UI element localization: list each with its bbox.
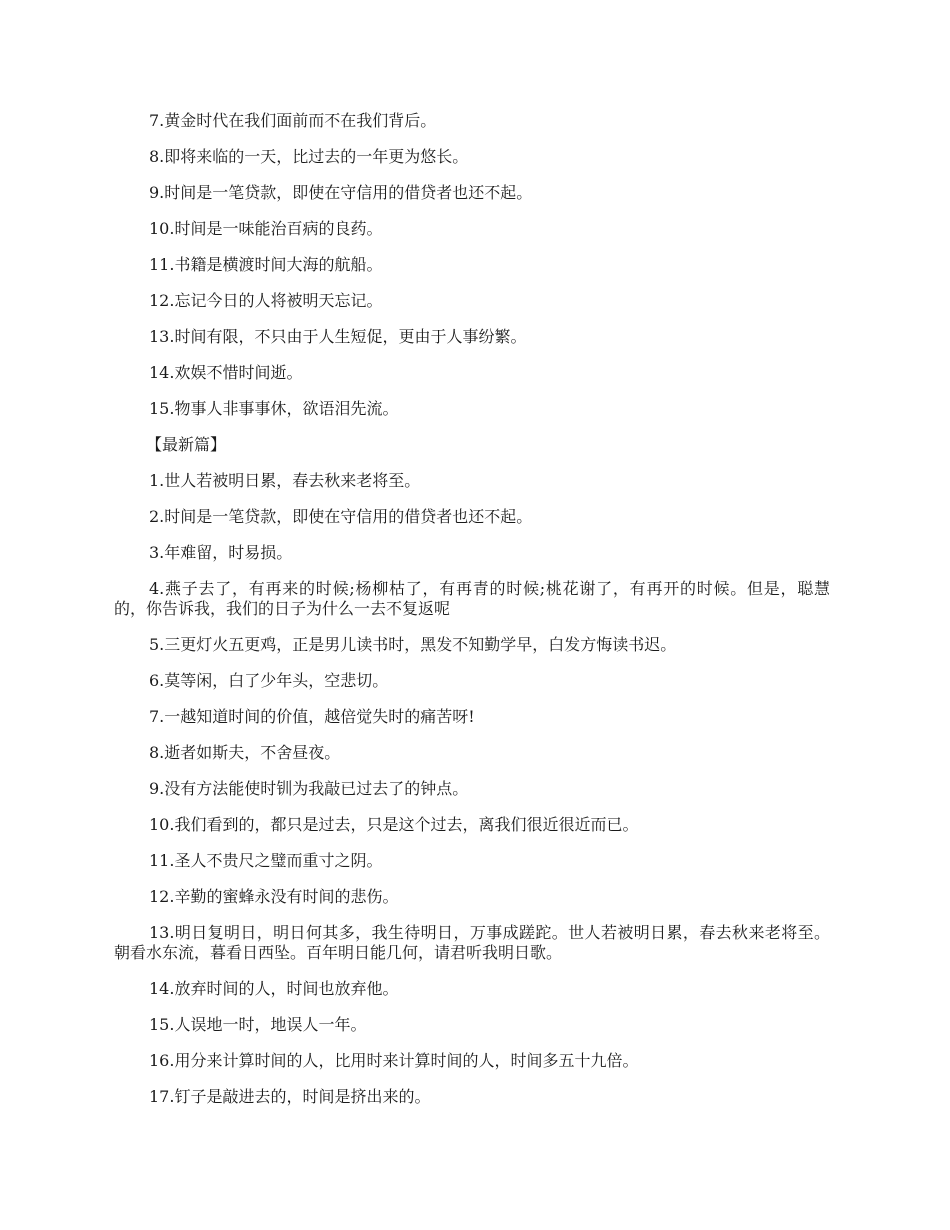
quote-paragraph: 10.时间是一味能治百病的良药。	[149, 219, 383, 238]
quote-paragraph: 11.书籍是横渡时间大海的航船。	[149, 255, 383, 274]
section-heading: 【最新篇】	[146, 435, 227, 454]
quote-paragraph: 14.欢娱不惜时间逝。	[149, 363, 303, 382]
quote-paragraph: 1.世人若被明日累，春去秋来老将至。	[149, 471, 421, 490]
quote-paragraph: 11.圣人不贵尺之璧而重寸之阴。	[149, 851, 383, 870]
quote-paragraph: 7.黄金时代在我们面前而不在我们背后。	[149, 111, 437, 130]
quote-paragraph: 12.忘记今日的人将被明天忘记。	[149, 291, 383, 310]
quote-paragraph: 8.逝者如斯夫，不舍昼夜。	[149, 743, 341, 762]
quote-paragraph: 9.时间是一笔贷款，即使在守信用的借贷者也还不起。	[149, 183, 533, 202]
quote-paragraph: 3.年难留，时易损。	[149, 543, 293, 562]
quote-paragraph: 10.我们看到的，都只是过去，只是这个过去，离我们很近很近而已。	[149, 815, 639, 834]
quote-paragraph: 14.放弃时间的人，时间也放弃他。	[149, 979, 399, 998]
quote-paragraph: 9.没有方法能使时钏为我敲已过去了的钟点。	[149, 779, 469, 798]
quote-paragraph: 13.明日复明日，明日何其多，我生待明日，万事成蹉跎。世人若被明日累，春去秋来老将至。朝看水东流，暮看日西坠。百年明日能几何，请君听我明日歌。	[114, 923, 830, 962]
quote-paragraph: 15.人误地一时，地误人一年。	[149, 1015, 367, 1034]
document-body	[114, 111, 830, 1123]
quote-paragraph: 2.时间是一笔贷款，即使在守信用的借贷者也还不起。	[149, 507, 533, 526]
quote-paragraph: 13.时间有限，不只由于人生短促，更由于人事纷繁。	[149, 327, 527, 346]
quote-paragraph: 5.三更灯火五更鸡，正是男儿读书时，黑发不知勤学早，白发方悔读书迟。	[149, 635, 677, 654]
quote-paragraph: 17.钉子是敲进去的，时间是挤出来的。	[149, 1087, 431, 1106]
quote-paragraph: 15.物事人非事事休，欲语泪先流。	[149, 399, 399, 418]
quote-paragraph: 12.辛勤的蜜蜂永没有时间的悲伤。	[149, 887, 399, 906]
quote-paragraph: 4.燕子去了，有再来的时候;杨柳枯了，有再青的时候;桃花谢了，有再开的时候。但是，聪慧的，你告诉我，我们的日子为什么一去不复返呢	[114, 579, 830, 618]
quote-paragraph: 6.莫等闲，白了少年头，空悲切。	[149, 671, 389, 690]
quote-paragraph: 7.一越知道时间的价值，越倍觉失时的痛苦呀!	[149, 707, 475, 726]
quote-paragraph: 16.用分来计算时间的人，比用时来计算时间的人，时间多五十九倍。	[149, 1051, 639, 1070]
quote-paragraph: 8.即将来临的一天，比过去的一年更为悠长。	[149, 147, 469, 166]
